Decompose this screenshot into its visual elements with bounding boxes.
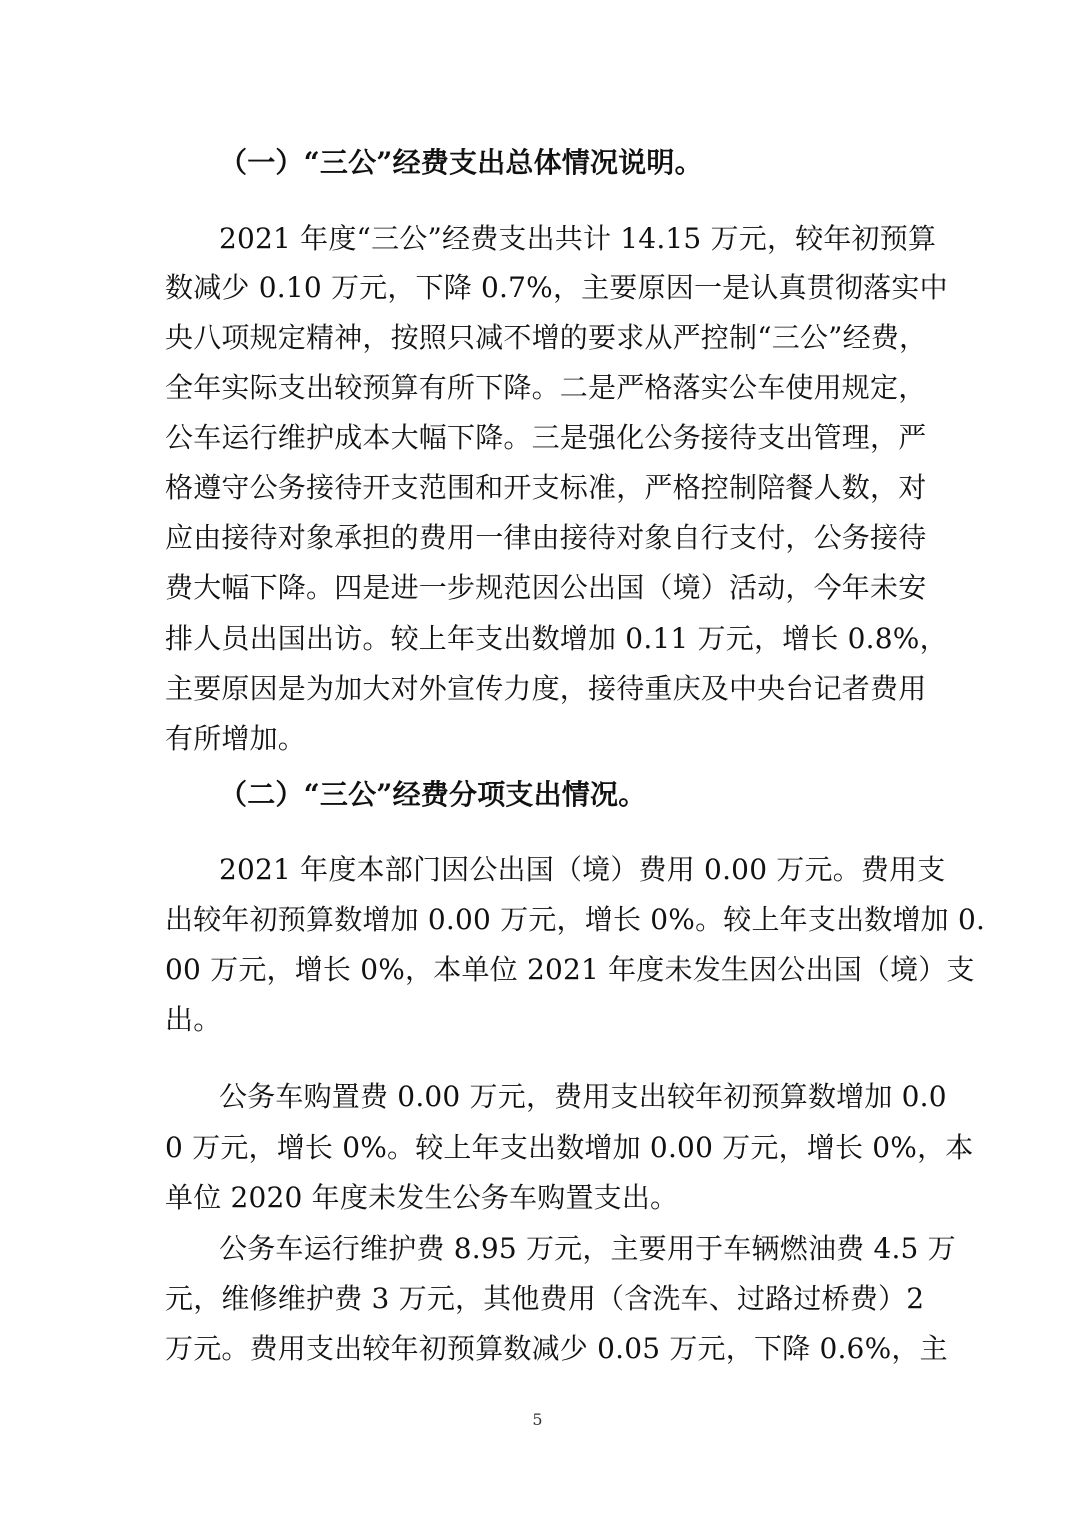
paragraph-line: 出。 bbox=[165, 1003, 222, 1036]
paragraph-line: 00 万元，增长 0%，本单位 2021 年度未发生因公出国（境）支 bbox=[165, 953, 975, 986]
paragraph-line: 公务车运行维护费 8.95 万元，主要用于车辆燃油费 4.5 万 bbox=[219, 1232, 956, 1265]
paragraph-line: 应由接待对象承担的费用一律由接待对象自行支付，公务接待 bbox=[165, 521, 927, 554]
paragraph-line: 格遵守公务接待开支范围和开支标准，严格控制陪餐人数，对 bbox=[165, 471, 927, 504]
paragraph-line: 排人员出国出访。较上年支出数增加 0.11 万元，增长 0.8%， bbox=[165, 622, 948, 655]
paragraph-line: 费大幅下降。四是进一步规范因公出国（境）活动，今年未安 bbox=[165, 571, 927, 604]
paragraph-line: 0 万元，增长 0%。较上年支出数增加 0.00 万元，增长 0%，本 bbox=[165, 1131, 974, 1164]
paragraph-line: 出较年初预算数增加 0.00 万元，增长 0%。较上年支出数增加 0. bbox=[165, 903, 986, 936]
paragraph-line: 央八项规定精神，按照只减不增的要求从严控制“三公”经费， bbox=[165, 321, 928, 354]
paragraph-line: 主要原因是为加大对外宣传力度，接待重庆及中央台记者费用 bbox=[165, 672, 927, 705]
section-heading-overall: （一）“三公”经费支出总体情况说明。 bbox=[219, 146, 703, 179]
paragraph-line: 公车运行维护成本大幅下降。三是强化公务接待支出管理，严 bbox=[165, 421, 927, 454]
section-heading-itemized: （二）“三公”经费分项支出情况。 bbox=[219, 778, 647, 811]
paragraph-line: 2021 年度本部门因公出国（境）费用 0.00 万元。费用支 bbox=[219, 853, 946, 886]
paragraph-line: 数减少 0.10 万元，下降 0.7%，主要原因一是认真贯彻落实中 bbox=[165, 271, 948, 304]
paragraph-line: 公务车购置费 0.00 万元，费用支出较年初预算数增加 0.0 bbox=[219, 1080, 947, 1113]
paragraph-line: 2021 年度“三公”经费支出共计 14.15 万元，较年初预算 bbox=[219, 222, 937, 255]
paragraph-line: 元，维修维护费 3 万元，其他费用（含洗车、过路过桥费）2 bbox=[165, 1282, 925, 1315]
paragraph-line: 有所增加。 bbox=[165, 722, 307, 755]
paragraph-line: 万元。费用支出较年初预算数减少 0.05 万元，下降 0.6%，主 bbox=[165, 1332, 948, 1365]
page-number: 5 bbox=[532, 1410, 543, 1429]
paragraph-line: 全年实际支出较预算有所下降。二是严格落实公车使用规定， bbox=[165, 371, 927, 404]
paragraph-line: 单位 2020 年度未发生公务车购置支出。 bbox=[165, 1181, 679, 1214]
